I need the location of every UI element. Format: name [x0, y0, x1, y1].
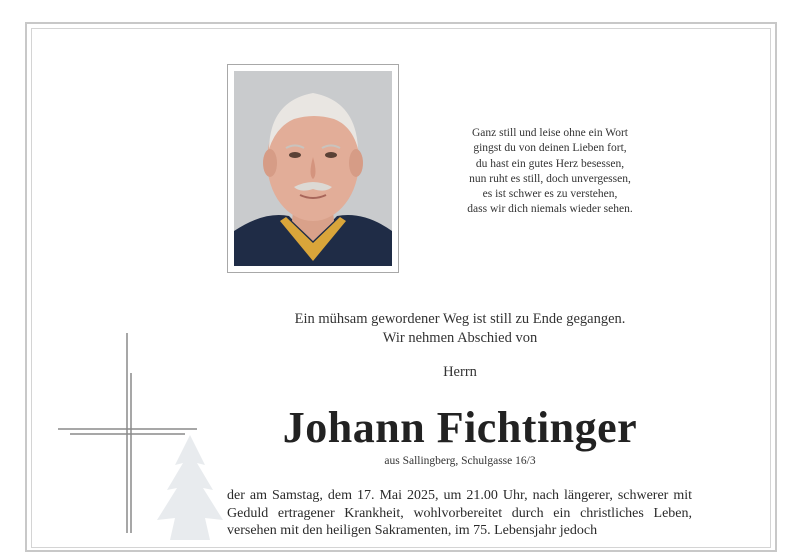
poem-line: nun ruht es still, doch unvergessen, — [469, 172, 631, 185]
salutation: Herrn — [443, 364, 477, 380]
deceased-address: aus Sallingberg, Schulgasse 16/3 — [384, 455, 536, 467]
portrait-photo — [234, 71, 392, 266]
poem-line: es ist schwer es zu verstehen, — [482, 188, 618, 201]
obituary-body: der am Samstag, dem 17. Mai 2025, um 21.00 Uhr, nach längerer, schwerer mit Geduld ertragener Krankheit, wohlvorbereitet durch ein christliches Leben, versehen mit den heiligen Sakramenten, im 75. Lebensjahr jedoch — [227, 488, 692, 538]
intro-line-1: Ein mühsam gewordener Weg ist still zu Ende gegangen. — [294, 311, 626, 327]
poem-line: gingst du von deinen Lieben fort, — [473, 142, 627, 155]
memorial-poem — [430, 126, 670, 218]
intro-text — [200, 310, 720, 348]
deceased-name: Johann Fichtinger — [282, 403, 638, 452]
intro-line-2: Wir nehmen Abschied von — [382, 330, 538, 346]
poem-line: du hast ein gutes Herz besessen, — [475, 157, 625, 170]
portrait-frame — [227, 64, 399, 273]
poem-line: Ganz still und leise ohne ein Wort — [472, 127, 628, 139]
poem-line: dass wir dich niemals wieder sehen. — [467, 203, 633, 216]
cross-icon — [55, 333, 200, 533]
